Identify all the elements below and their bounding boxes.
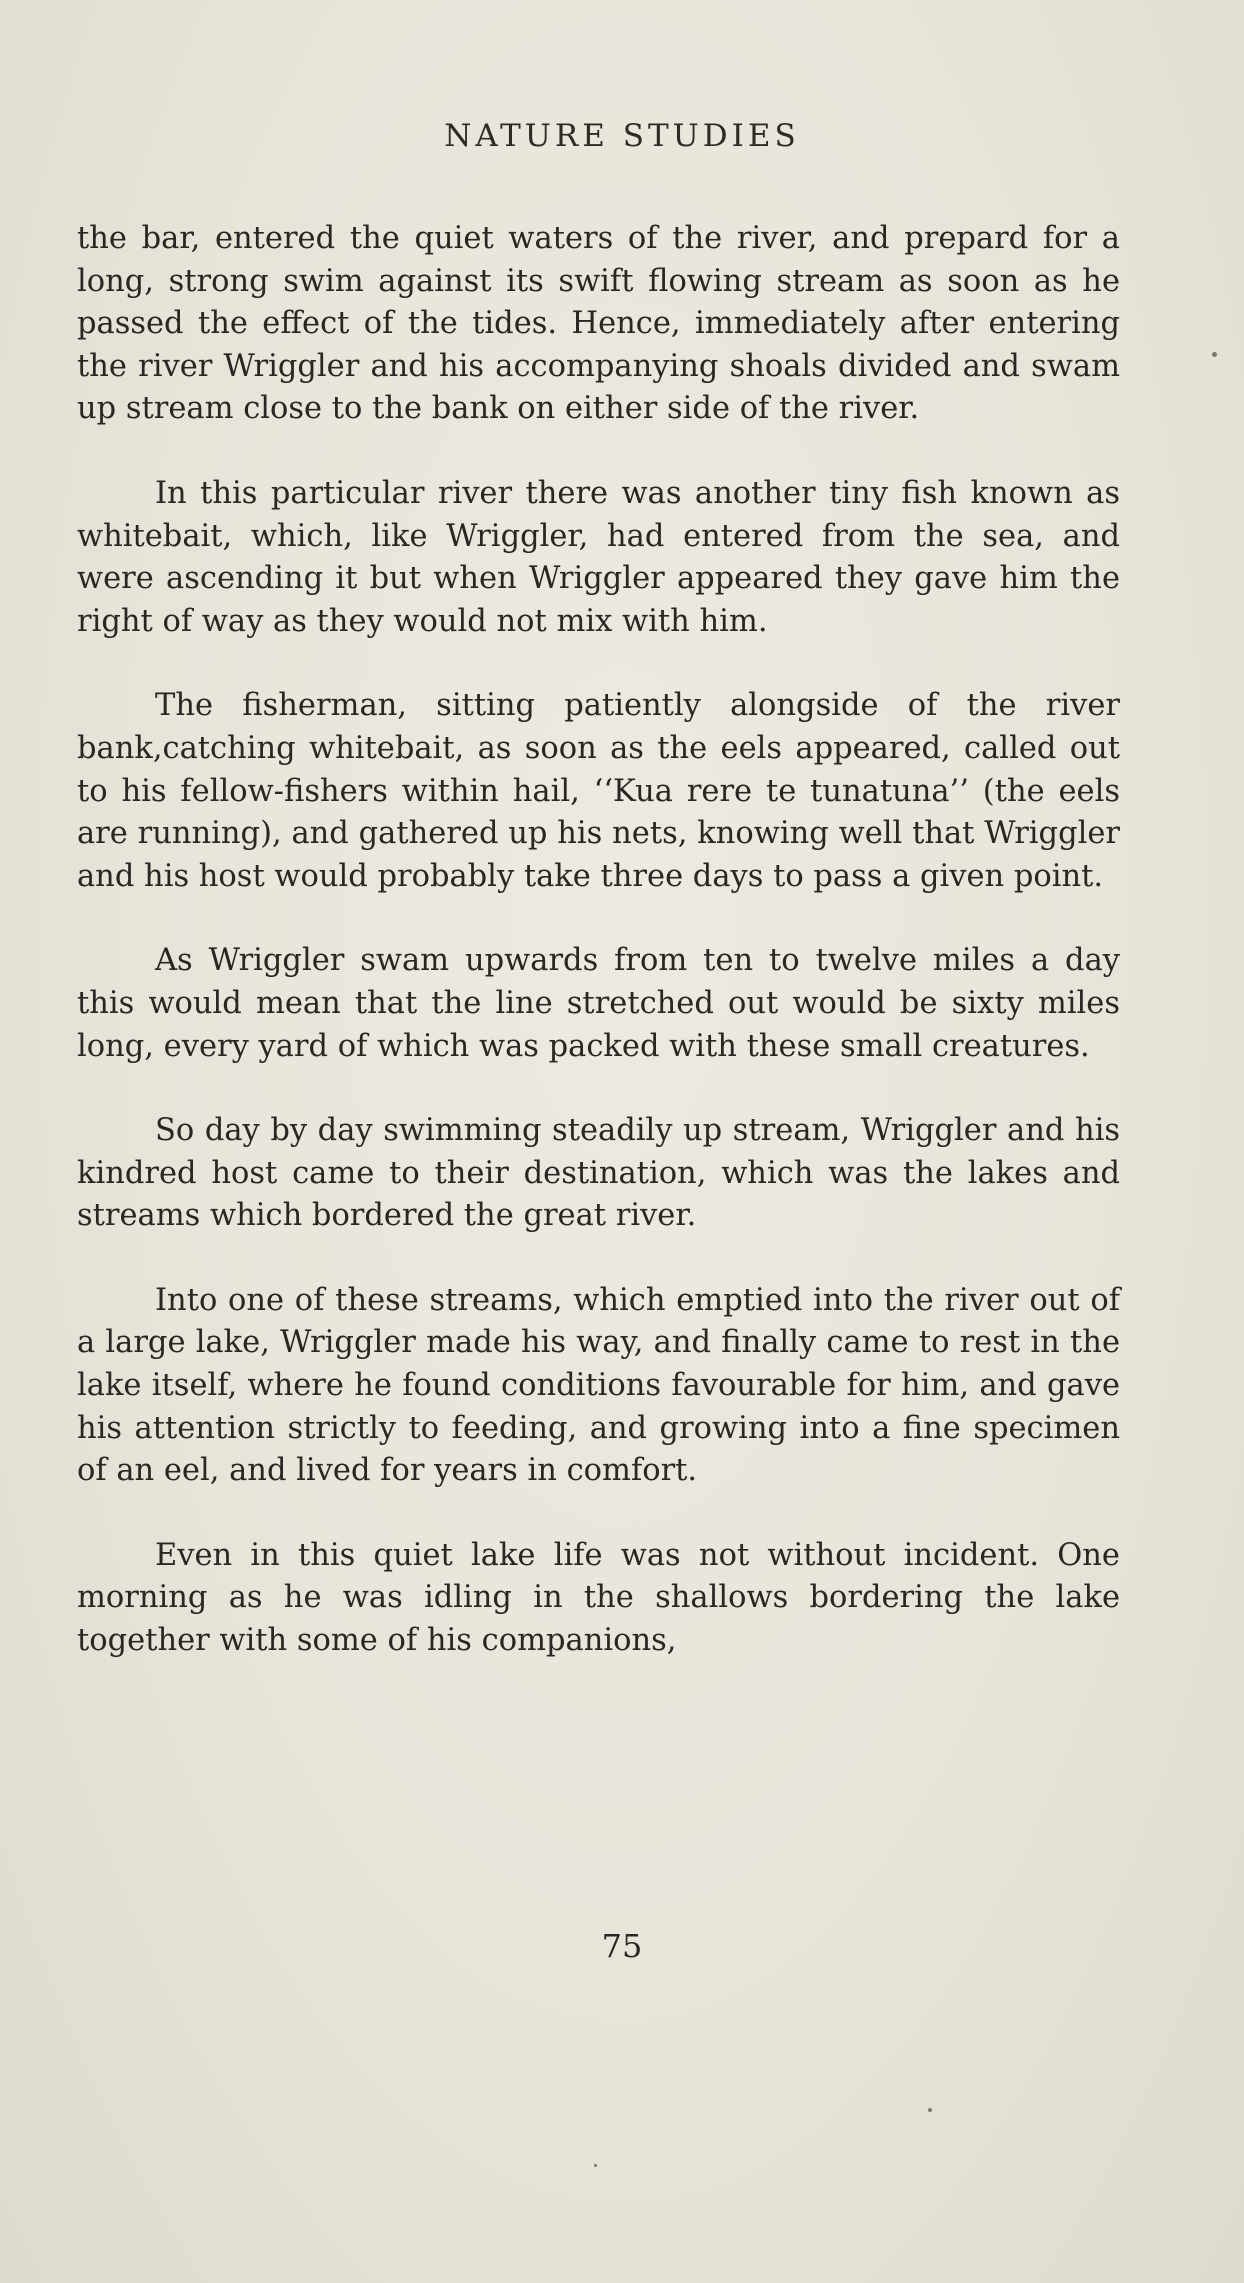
paper-speck: [1212, 352, 1217, 357]
paragraph-lake: Into one of these streams, which emptied into the river out of a large lake, Wriggler made his way, and finally came to rest in the lake itself, where he found conditions favourable for him, and gave his attention strictly to feeding, and growing into a fine specimen of an eel, and lived for years in comfort.: [77, 1282, 1120, 1489]
paragraph-distance: As Wriggler swam upwards from ten to twelve miles a day this would mean that the line stretched out would be sixty miles long, every yard of which was packed with these small creatures.: [77, 943, 1120, 1064]
paragraph-continuation: the bar, entered the quiet waters of the river, and prepard for a long, strong swim against its swift flowing stream as soon as he passed the effect of the tides. Hence, immediately after entering the river Wriggler and his accompanying shoals divided and swam up stream close to the bank on either side of the river.: [77, 221, 1120, 427]
paragraph-whitebait: In this particular river there was another tiny fish known as whitebait, which, like Wriggler, had entered from the sea, and were ascending it but when Wriggler appeared they gave him the right of way as they would not mix with him.: [77, 475, 1120, 639]
paragraph-destination: So day by day swimming steadily up stream, Wriggler and his kindred host came to their destination, which was the lakes and streams which bordered the great river.: [77, 1113, 1120, 1234]
paper-speck: [594, 2164, 597, 2167]
paragraph-fisherman: The fisherman, sitting patiently alongside of the river bank,catching whitebait, as soon as the eels appeared, called out to his fellow-fishers within hail, ‘‘Kua rere te tunatuna’’ (the eels are running), and gathered up his nets, knowing well that Wriggler and his host would probably take three days to pass a given point.: [77, 688, 1120, 894]
running-head: NATURE STUDIES: [444, 118, 800, 154]
body-text: [77, 218, 1120, 1705]
page-number: 75: [601, 1927, 643, 1965]
paper-speck: [928, 2108, 932, 2112]
paragraph-incident: Even in this quiet lake life was not without incident. One morning as he was idling in the shallows bordering the lake together with some of his companions,: [77, 1537, 1120, 1659]
